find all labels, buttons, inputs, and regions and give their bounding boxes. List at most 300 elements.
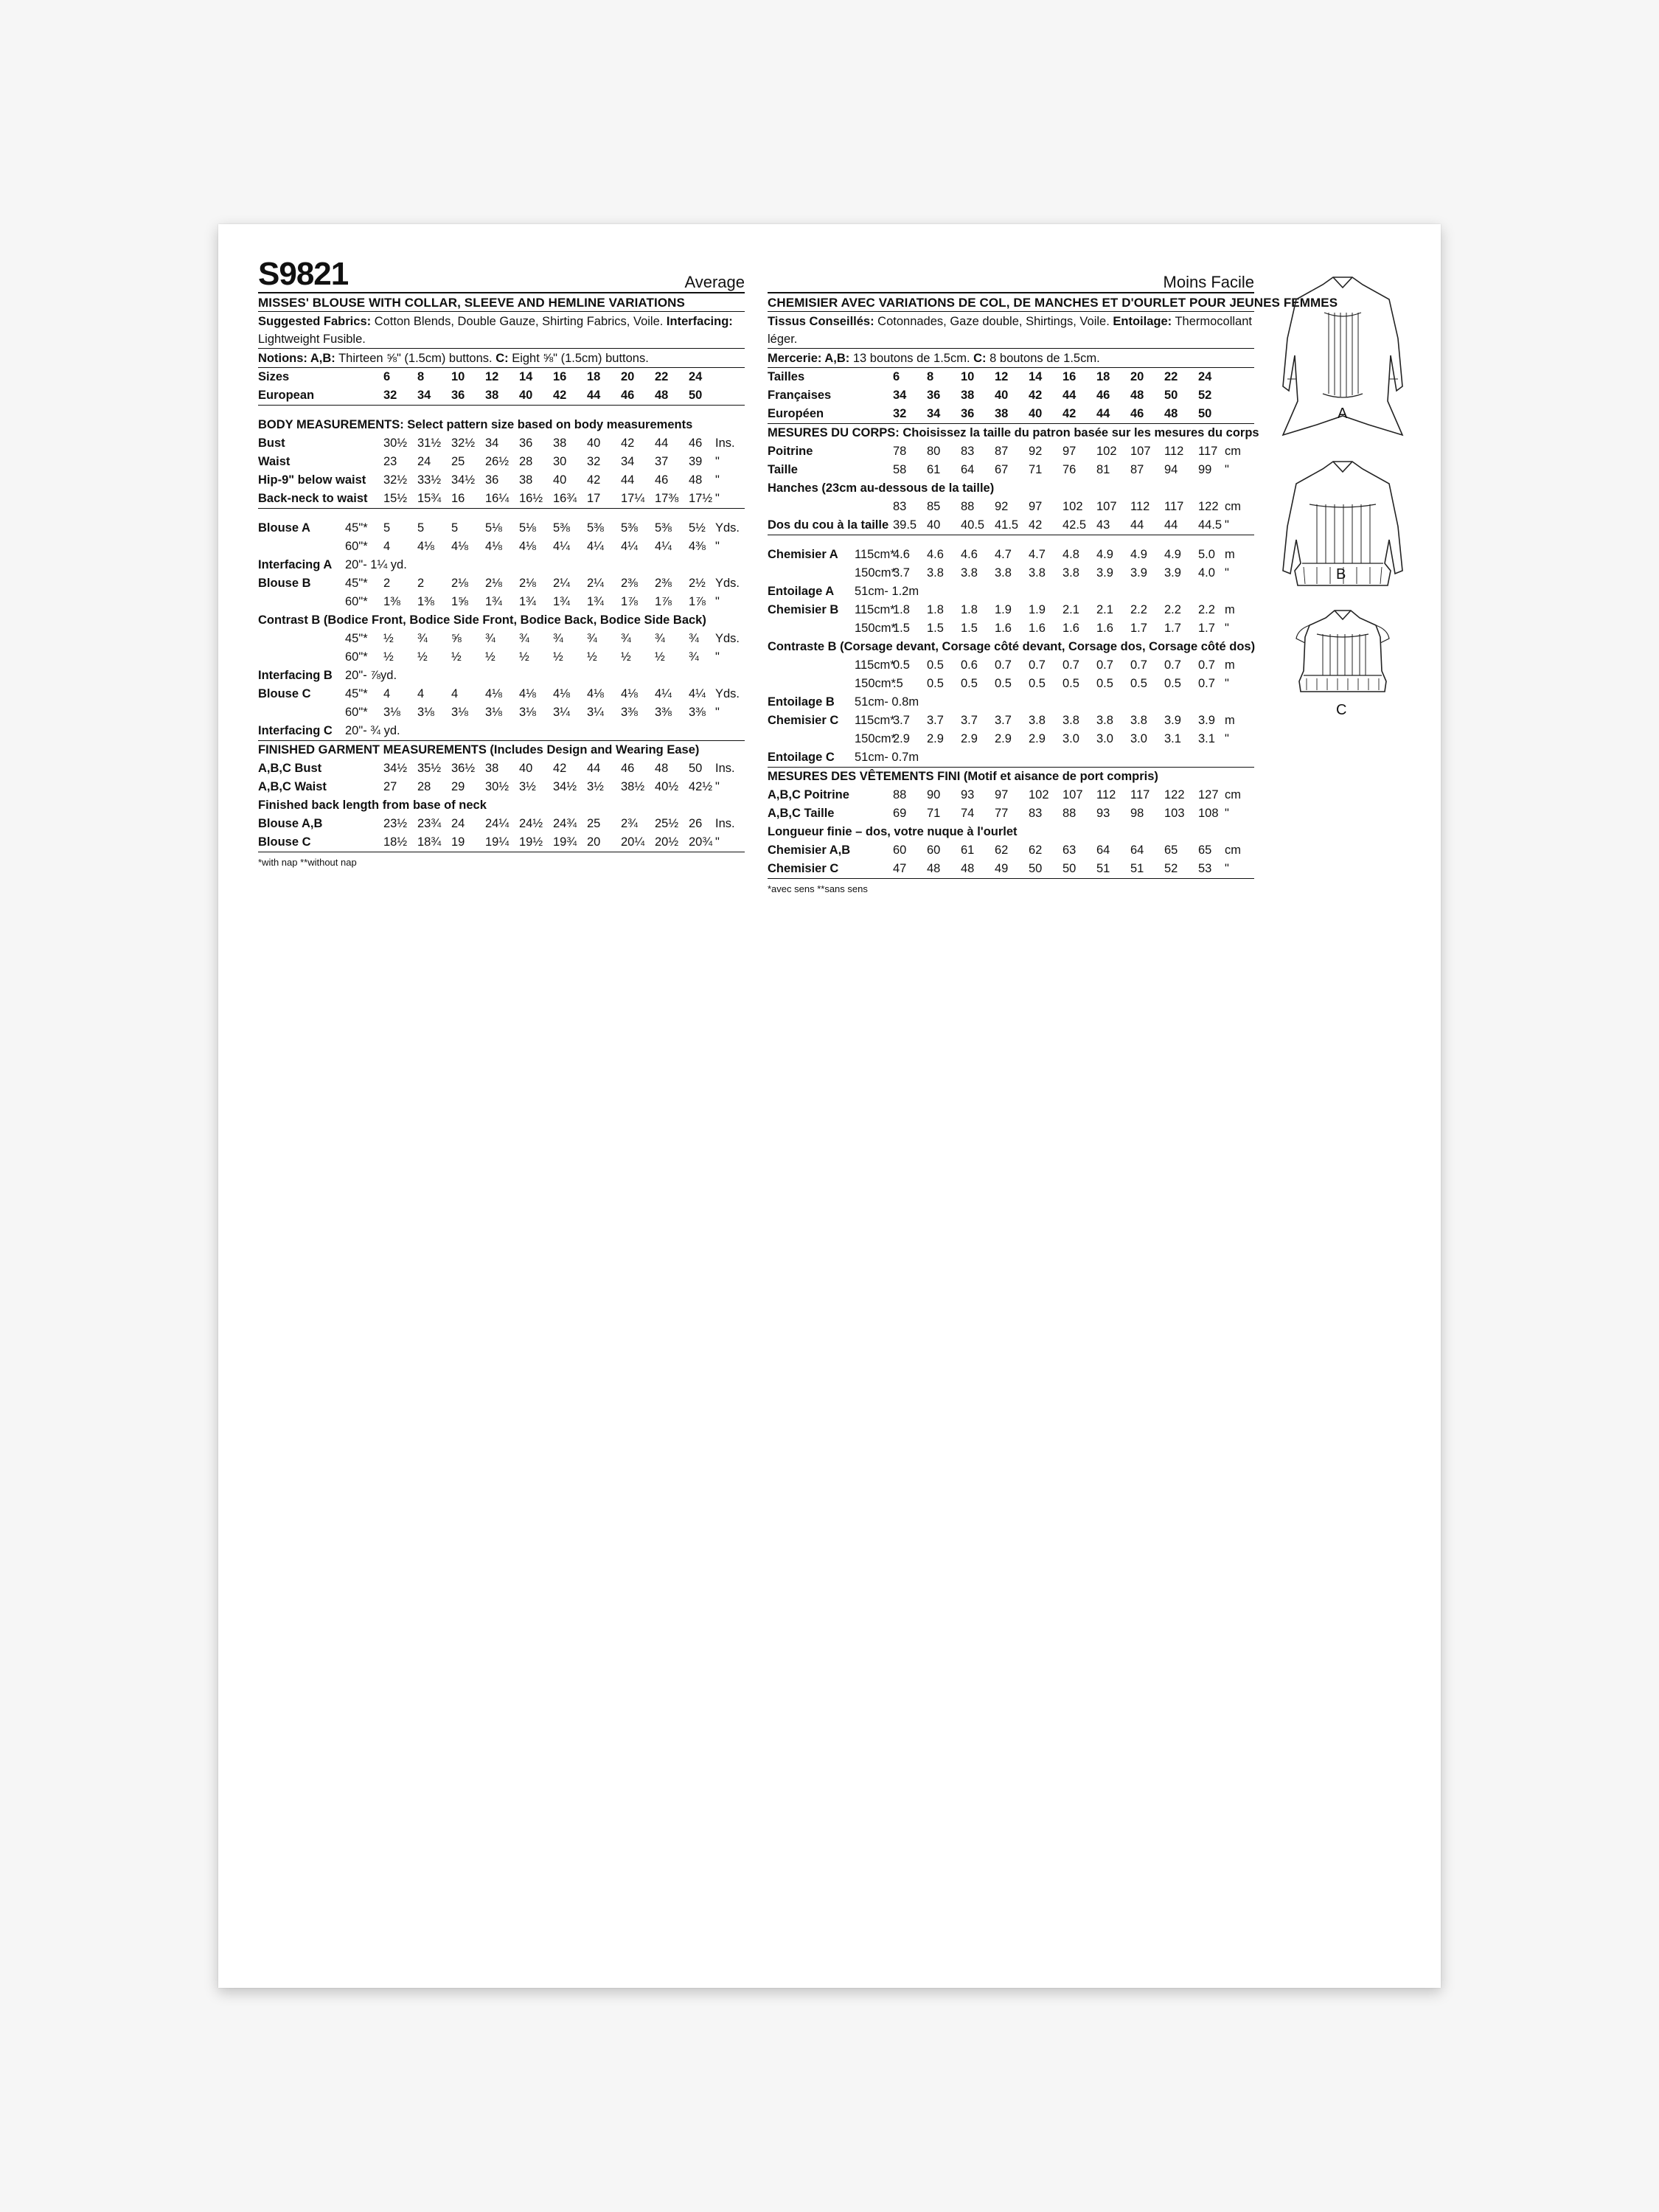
- table-cell: 4: [383, 687, 391, 700]
- table-cell: 34: [485, 437, 499, 450]
- table-cell: 4⅛: [485, 687, 502, 700]
- table-cell: 4⅜: [689, 540, 706, 553]
- row-label: Hanches (23cm au-dessous de la taille): [768, 481, 995, 495]
- english-column: [258, 224, 745, 868]
- table-cell: 83: [1029, 807, 1043, 820]
- table-row: [768, 582, 1254, 601]
- table-row: [768, 386, 1254, 405]
- table-cell: 4.0: [1198, 566, 1215, 580]
- table-cell: 22: [1164, 370, 1178, 383]
- row-sublabel: 60"*: [345, 540, 368, 553]
- row-label: Chemisier A: [768, 548, 838, 561]
- table-row: [258, 574, 745, 593]
- table-cell: 1.9: [1029, 603, 1046, 616]
- table-cell: 65: [1164, 844, 1178, 857]
- row-label: Entoilage C: [768, 751, 835, 764]
- notions-c-text-fr: 8 boutons de 1.5cm.: [986, 352, 1100, 365]
- table-cell: 1⅞: [655, 595, 672, 608]
- table-cell: 3.0: [1062, 732, 1079, 745]
- table-row: [258, 519, 745, 538]
- table-cell: 1.8: [927, 603, 944, 616]
- table-cell: 102: [1029, 788, 1049, 801]
- row-label: Sizes: [258, 370, 290, 383]
- table-cell: 77: [995, 807, 1009, 820]
- table-cell: 5⅛: [519, 521, 536, 535]
- table-cell: 0.5: [893, 658, 910, 672]
- row-sublabel: 150cm*: [855, 677, 896, 690]
- table-cell: 3⅛: [451, 706, 468, 719]
- table-cell: 4: [417, 687, 425, 700]
- table-cell: 97: [1062, 445, 1077, 458]
- table-cell: 18: [1096, 370, 1110, 383]
- table-row: [258, 453, 745, 471]
- table-cell: 3.9: [1130, 566, 1147, 580]
- table-cell: 4.9: [1164, 548, 1181, 561]
- table-cell: 3.1: [1164, 732, 1181, 745]
- table-cell: 46: [689, 437, 703, 450]
- body-measurements-header: BODY MEASUREMENTS: Select pattern size based on body measurements: [258, 418, 693, 431]
- row-label: Européen: [768, 407, 824, 420]
- row-label: Blouse B: [258, 577, 311, 590]
- table-cell: 8: [417, 370, 425, 383]
- table-cell: 112: [1164, 445, 1184, 458]
- table-cell: 30½: [485, 780, 509, 793]
- table-cell: 1⅞: [689, 595, 706, 608]
- table-cell: 3½: [587, 780, 604, 793]
- table-cell: 32½: [451, 437, 476, 450]
- table-cell: 85: [927, 500, 941, 513]
- table-cell: 52: [1164, 862, 1178, 875]
- row-sublabel: 20"- ¾ yd.: [345, 724, 400, 737]
- table-row: [768, 461, 1254, 479]
- table-cell: 3.8: [1062, 566, 1079, 580]
- table-cell: 3.9: [1096, 566, 1113, 580]
- table-cell: 64: [961, 463, 975, 476]
- pattern-title-fr: CHEMISIER AVEC VARIATIONS DE COL, DE MANCHES ET D'OURLET POUR JEUNES FEMMES: [768, 292, 1254, 312]
- row-unit: m: [1225, 548, 1235, 561]
- table-cell: 23: [383, 455, 397, 468]
- table-cell: 1⅞: [621, 595, 638, 608]
- table-cell: 107: [1096, 500, 1117, 513]
- table-row: [258, 796, 745, 815]
- table-row: [768, 712, 1254, 730]
- table-cell: 16½: [519, 492, 543, 505]
- row-unit: ": [715, 835, 720, 849]
- body-measurements-table: [258, 434, 745, 509]
- table-cell: 0.7: [995, 658, 1012, 672]
- table-cell: 5⅜: [553, 521, 570, 535]
- table-cell: 3.7: [893, 714, 910, 727]
- table-cell: 3.8: [1029, 714, 1046, 727]
- table-row: [768, 860, 1254, 878]
- table-cell: 5.0: [1198, 548, 1215, 561]
- table-cell: 1.6: [1029, 622, 1046, 635]
- table-cell: 2.9: [927, 732, 944, 745]
- row-unit: Ins.: [715, 762, 735, 775]
- row-unit: ": [1225, 807, 1229, 820]
- row-sublabel: 45"*: [345, 521, 368, 535]
- table-cell: 4.6: [961, 548, 978, 561]
- table-cell: 98: [1130, 807, 1144, 820]
- table-cell: 42: [587, 473, 601, 487]
- row-unit: ": [715, 473, 720, 487]
- table-cell: ¾: [689, 632, 699, 645]
- row-unit: ": [715, 595, 720, 608]
- table-cell: 0.5: [1062, 677, 1079, 690]
- pattern-envelope-back: [218, 224, 1441, 1988]
- view-a-label: A: [1338, 406, 1348, 422]
- table-cell: 46: [621, 762, 635, 775]
- table-cell: 50: [1029, 862, 1043, 875]
- row-unit: cm: [1225, 500, 1241, 513]
- sizes-table: [258, 368, 745, 406]
- body-measurements-header-fr: MESURES DU CORPS: Choisissez la taille du patron basée sur les mesures du corps: [768, 426, 1259, 439]
- difficulty-level-fr: Moins Facile: [1163, 273, 1254, 291]
- table-cell: 29: [451, 780, 465, 793]
- table-row: [258, 778, 745, 796]
- notions: [258, 349, 745, 368]
- table-cell: 3.7: [995, 714, 1012, 727]
- table-cell: 19½: [519, 835, 543, 849]
- row-unit: m: [1225, 714, 1235, 727]
- table-cell: 90: [927, 788, 941, 801]
- row-sublabel: 20"- 1¼ yd.: [345, 558, 407, 571]
- table-cell: 4⅛: [519, 540, 536, 553]
- table-cell: 62: [995, 844, 1009, 857]
- row-unit: ": [715, 780, 720, 793]
- table-cell: 40: [587, 437, 601, 450]
- table-cell: 63: [1062, 844, 1077, 857]
- row-sublabel: 60"*: [345, 706, 368, 719]
- table-cell: 15¾: [417, 492, 442, 505]
- row-unit: ": [1225, 622, 1229, 635]
- table-cell: 43: [1096, 518, 1110, 532]
- table-cell: 44: [1096, 407, 1110, 420]
- table-cell: 94: [1164, 463, 1178, 476]
- table-cell: 3.8: [1062, 714, 1079, 727]
- row-unit: Ins.: [715, 817, 735, 830]
- row-label: Chemisier A,B: [768, 844, 851, 857]
- table-cell: 48: [927, 862, 941, 875]
- table-cell: 46: [1130, 407, 1144, 420]
- table-cell: ½: [655, 650, 665, 664]
- table-cell: 1.7: [1198, 622, 1215, 635]
- table-cell: 4.6: [927, 548, 944, 561]
- table-cell: 19¼: [485, 835, 509, 849]
- table-cell: 40: [553, 473, 567, 487]
- table-cell: 20½: [655, 835, 679, 849]
- table-cell: 46: [1096, 389, 1110, 402]
- row-sublabel: 115cm*: [855, 714, 895, 727]
- row-label: Contrast B (Bodice Front, Bodice Side Front, Bodice Back, Bodice Side Back): [258, 613, 706, 627]
- table-cell: 4⅛: [587, 687, 604, 700]
- french-header: [768, 224, 1254, 292]
- table-cell: 4¼: [587, 540, 604, 553]
- table-cell: 92: [1029, 445, 1043, 458]
- row-sublabel: 115cm*: [855, 548, 895, 561]
- table-cell: 88: [893, 788, 907, 801]
- table-cell: 48: [655, 762, 669, 775]
- table-cell: 4.8: [1062, 548, 1079, 561]
- table-cell: 0.5: [1029, 677, 1046, 690]
- table-cell: 76: [1062, 463, 1077, 476]
- table-cell: 83: [893, 500, 907, 513]
- table-row: [258, 593, 745, 611]
- table-cell: 3.8: [1130, 714, 1147, 727]
- table-cell: 34½: [553, 780, 577, 793]
- row-label: Waist: [258, 455, 291, 468]
- row-sublabel: 60"*: [345, 595, 368, 608]
- table-cell: 61: [961, 844, 975, 857]
- table-row: [768, 564, 1254, 582]
- row-sublabel: 45"*: [345, 632, 368, 645]
- row-unit: cm: [1225, 844, 1241, 857]
- table-cell: 50: [689, 389, 703, 402]
- row-unit: ": [1225, 862, 1229, 875]
- table-cell: ¾: [621, 632, 631, 645]
- row-label: Interfacing A: [258, 558, 333, 571]
- row-unit: Yds.: [715, 577, 740, 590]
- table-cell: 14: [1029, 370, 1043, 383]
- table-row: [768, 693, 1254, 712]
- row-unit: ": [1225, 518, 1229, 532]
- table-cell: 67: [995, 463, 1009, 476]
- table-cell: 12: [485, 370, 499, 383]
- row-sublabel: 150cm*: [855, 566, 896, 580]
- interfacing-label: Interfacing:: [666, 315, 733, 328]
- table-cell: 14: [519, 370, 533, 383]
- table-cell: ¾: [689, 650, 699, 664]
- table-cell: ⅝: [451, 632, 462, 645]
- blouse-c-sketch: [1258, 605, 1427, 708]
- table-cell: 0.7: [1062, 658, 1079, 672]
- table-cell: 3.0: [1130, 732, 1147, 745]
- table-cell: 16: [553, 370, 567, 383]
- table-cell: 17⅜: [655, 492, 679, 505]
- table-cell: 1.5: [893, 622, 910, 635]
- table-cell: 1¾: [553, 595, 570, 608]
- notions-text: Thirteen ⅝" (1.5cm) buttons.: [335, 352, 496, 365]
- table-cell: 15½: [383, 492, 408, 505]
- row-unit: ": [715, 706, 720, 719]
- table-row: [258, 667, 745, 685]
- table-cell: 40: [519, 762, 533, 775]
- table-cell: 108: [1198, 807, 1219, 820]
- table-cell: 47: [893, 862, 907, 875]
- table-row: [768, 442, 1254, 461]
- table-cell: 23½: [383, 817, 408, 830]
- table-cell: 34½: [451, 473, 476, 487]
- table-cell: ½: [383, 632, 394, 645]
- table-cell: 44: [621, 473, 635, 487]
- table-row: [258, 556, 745, 574]
- notions-text-fr: 13 boutons de 1.5cm.: [849, 352, 974, 365]
- table-cell: 41.5: [995, 518, 1019, 532]
- table-cell: 2.1: [1096, 603, 1113, 616]
- table-cell: 2.1: [1062, 603, 1079, 616]
- table-cell: 1¾: [485, 595, 502, 608]
- english-header: [258, 224, 745, 292]
- table-cell: 3.8: [961, 566, 978, 580]
- table-cell: 28: [417, 780, 431, 793]
- table-cell: 112: [1130, 500, 1150, 513]
- table-cell: 19: [451, 835, 465, 849]
- table-cell: 3.9: [1198, 714, 1215, 727]
- table-cell: 50: [1062, 862, 1077, 875]
- row-unit: ": [1225, 677, 1229, 690]
- notions-c-label-fr: C:: [973, 352, 987, 365]
- row-label: A,B,C Bust: [258, 762, 322, 775]
- sizes-table-fr: [768, 368, 1254, 424]
- table-cell: 27: [383, 780, 397, 793]
- table-cell: 23¾: [417, 817, 442, 830]
- table-cell: 44.5: [1198, 518, 1222, 532]
- table-cell: 36: [451, 389, 465, 402]
- table-cell: 52: [1198, 389, 1212, 402]
- table-cell: ½: [587, 650, 597, 664]
- table-cell: 107: [1062, 788, 1083, 801]
- row-sublabel: 60"*: [345, 650, 368, 664]
- table-cell: 3½: [519, 780, 536, 793]
- table-row: [258, 759, 745, 778]
- table-cell: 88: [1062, 807, 1077, 820]
- table-cell: 5: [417, 521, 425, 535]
- table-cell: 42: [1062, 407, 1077, 420]
- table-cell: 3⅛: [417, 706, 434, 719]
- row-sublabel: 115cm*: [855, 658, 895, 672]
- table-cell: 6: [383, 370, 391, 383]
- table-cell: 31½: [417, 437, 442, 450]
- row-unit: ": [715, 455, 720, 468]
- row-label: Chemisier C: [768, 862, 839, 875]
- table-cell: 0.7: [1198, 677, 1215, 690]
- table-cell: ¾: [655, 632, 665, 645]
- table-cell: 44: [1130, 518, 1144, 532]
- table-cell: 24: [1198, 370, 1212, 383]
- row-label: Back-neck to waist: [258, 492, 368, 505]
- table-row: [258, 722, 745, 740]
- table-row: [258, 833, 745, 852]
- table-cell: 30: [553, 455, 567, 468]
- table-cell: 34: [417, 389, 431, 402]
- table-cell: 4¼: [553, 540, 570, 553]
- table-cell: ¾: [519, 632, 529, 645]
- table-cell: 4⅛: [519, 687, 536, 700]
- row-label: Blouse A,B: [258, 817, 323, 830]
- table-cell: 3⅛: [519, 706, 536, 719]
- finished-measurements-header-fr: MESURES DES VÊTEMENTS FINI (Motif et aisance de port compris): [768, 770, 1158, 783]
- table-cell: 4⅛: [417, 540, 434, 553]
- table-row: [768, 748, 1254, 767]
- row-label: Blouse A: [258, 521, 310, 535]
- table-cell: 2: [383, 577, 391, 590]
- row-unit: ": [1225, 566, 1229, 580]
- fabrics-text: Cotton Blends, Double Gauze, Shirting Fabrics, Voile.: [371, 315, 667, 328]
- table-cell: 48: [1130, 389, 1144, 402]
- table-cell: 3.7: [893, 566, 910, 580]
- table-cell: 2: [417, 577, 425, 590]
- table-cell: 25: [451, 455, 465, 468]
- fabrics-label: Suggested Fabrics:: [258, 315, 372, 328]
- table-cell: 3⅜: [655, 706, 672, 719]
- table-cell: ½: [519, 650, 529, 664]
- row-sublabel: 150cm*: [855, 732, 896, 745]
- table-cell: 38: [485, 762, 499, 775]
- table-row: [768, 498, 1254, 516]
- table-cell: 3.7: [961, 714, 978, 727]
- table-row: [258, 490, 745, 508]
- table-cell: 0.7: [1096, 658, 1113, 672]
- row-unit: Ins.: [715, 437, 735, 450]
- table-cell: 48: [655, 389, 669, 402]
- table-cell: 2.2: [1198, 603, 1215, 616]
- table-row: [768, 804, 1254, 823]
- table-cell: 36½: [451, 762, 476, 775]
- notions-c-label: C:: [495, 352, 509, 365]
- table-cell: 0.5: [927, 658, 944, 672]
- table-row: [768, 786, 1254, 804]
- table-cell: 51: [1130, 862, 1144, 875]
- table-cell: 1⅝: [451, 595, 468, 608]
- table-cell: 1¾: [519, 595, 536, 608]
- table-cell: 24: [451, 817, 465, 830]
- footnote: *with nap **without nap: [258, 857, 357, 868]
- table-cell: 4¼: [655, 687, 672, 700]
- table-cell: 42: [553, 762, 567, 775]
- table-row: [768, 546, 1254, 564]
- table-cell: 44: [587, 389, 601, 402]
- table-cell: 81: [1096, 463, 1110, 476]
- table-cell: 32½: [383, 473, 408, 487]
- table-cell: 1.5: [961, 622, 978, 635]
- table-cell: 34½: [383, 762, 408, 775]
- table-cell: 42: [1029, 518, 1043, 532]
- row-label: Poitrine: [768, 445, 813, 458]
- table-cell: 62: [1029, 844, 1043, 857]
- blouse-a-sketch: [1258, 268, 1427, 475]
- table-cell: 4¼: [689, 687, 706, 700]
- finished-measurements-header: FINISHED GARMENT MEASUREMENTS (Includes Design and Wearing Ease): [258, 743, 700, 757]
- table-cell: 38: [553, 437, 567, 450]
- table-cell: 3¼: [553, 706, 570, 719]
- row-sublabel: 51cm- 1.2m: [855, 585, 919, 598]
- footnote-fr: *avec sens **sans sens: [768, 883, 868, 894]
- suggested-fabrics: [258, 312, 745, 349]
- table-cell: 40½: [655, 780, 679, 793]
- table-cell: 97: [1029, 500, 1043, 513]
- table-cell: 1.8: [893, 603, 910, 616]
- table-cell: 4.7: [995, 548, 1012, 561]
- table-row: [258, 386, 745, 405]
- table-row: [258, 368, 745, 386]
- table-cell: 40.5: [961, 518, 985, 532]
- table-cell: 61: [927, 463, 941, 476]
- table-cell: 78: [893, 445, 907, 458]
- table-cell: 1.6: [995, 622, 1012, 635]
- table-cell: 71: [927, 807, 941, 820]
- table-row: [768, 730, 1254, 748]
- pattern-code: S9821: [258, 256, 349, 292]
- table-cell: 2½: [689, 577, 706, 590]
- table-cell: ½: [383, 650, 394, 664]
- table-cell: 20¾: [689, 835, 713, 849]
- table-cell: 2⅛: [451, 577, 468, 590]
- table-cell: 2⅛: [519, 577, 536, 590]
- table-cell: 4.6: [893, 548, 910, 561]
- table-cell: 33½: [417, 473, 442, 487]
- table-cell: 5⅜: [621, 521, 638, 535]
- table-row: [768, 638, 1254, 656]
